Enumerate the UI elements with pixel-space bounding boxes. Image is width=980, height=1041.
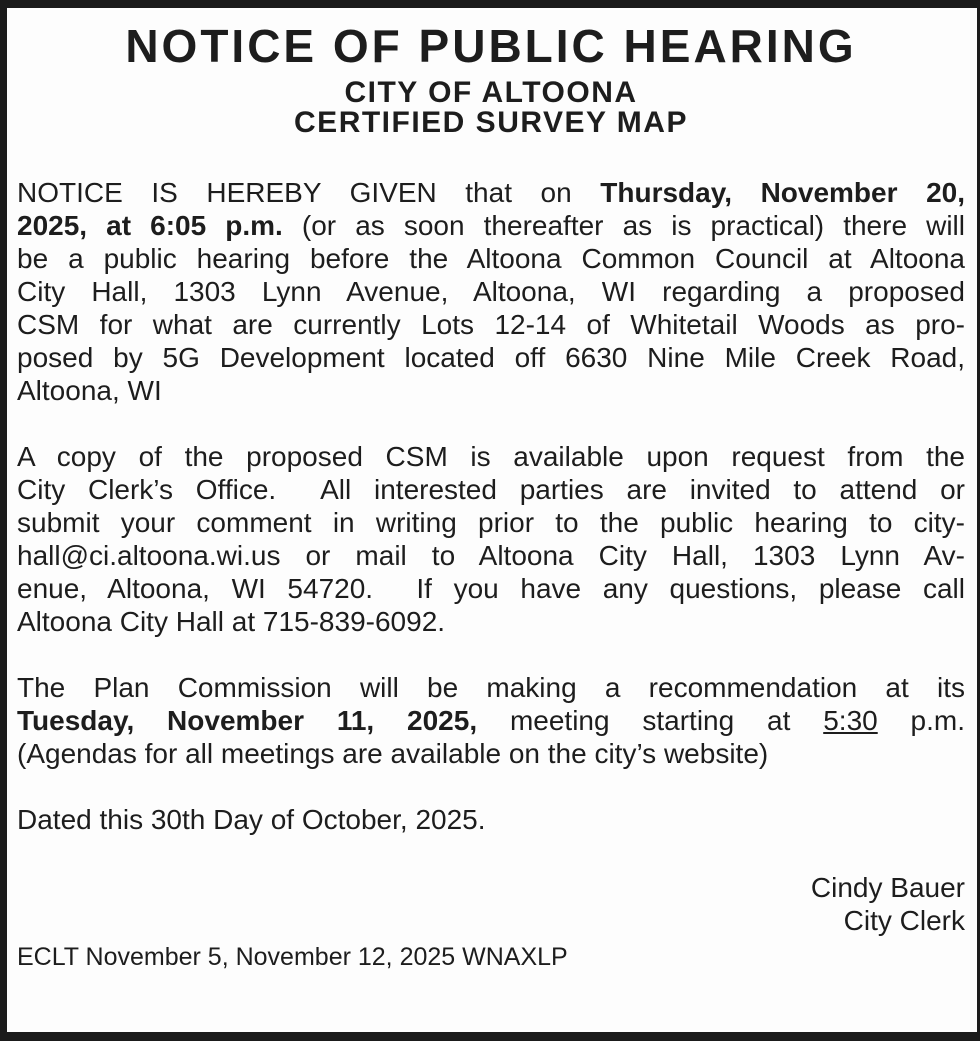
notice-line: submit your comment in writing prior to the public hearing to city-: [17, 507, 965, 538]
notice-line: A copy of the proposed CSM is available upon request from the: [17, 441, 965, 472]
notice-content: [7, 8, 977, 972]
notice-line: posed by 5G Development located off 6630 Nine Mile Creek Road,: [17, 342, 965, 373]
notice-line: [17, 209, 965, 242]
notice-text-segment: NOTICE IS HEREBY GIVEN that on: [17, 177, 601, 208]
notice-text-segment-bold: Tuesday, November 11, 2025,: [17, 705, 478, 736]
notice-line: [17, 176, 965, 209]
notice-text-segment-bold: Thursday, November 20,: [600, 177, 965, 208]
notice-text-segment: p.m.: [877, 705, 966, 736]
notice-text-segment-bold: 2025, at 6:05 p.m.: [17, 210, 283, 241]
notice-line: Altoona City Hall at 715-839-6092.: [17, 606, 446, 637]
notice-line: Altoona, WI: [17, 375, 162, 406]
signatory-title: City Clerk: [843, 905, 965, 936]
publication-line: ECLT November 5, November 12, 2025 WNAXLP: [17, 943, 568, 971]
paragraph-hearing-notice: [17, 176, 965, 407]
paragraph-plan-commission: [17, 671, 965, 770]
signatory-name: Cindy Bauer: [810, 872, 965, 903]
notice-subtitle-city: CITY OF ALTOONA: [344, 76, 638, 109]
notice-subtitle-survey-map: CERTIFIED SURVEY MAP: [294, 106, 688, 139]
notice-line: City Clerk’s Office. All interested parties are invited to attend or: [17, 474, 965, 505]
notice-line: [17, 704, 965, 737]
notice-line: (Agendas for all meetings are available on the city’s website): [17, 738, 769, 769]
paragraph-csm-availability: [17, 440, 965, 638]
notice-line: be a public hearing before the Altoona Common Council at Altoona: [17, 243, 965, 274]
paragraph-dated: [17, 803, 965, 836]
notice-title: NOTICE OF PUBLIC HEARING: [125, 20, 857, 72]
notice-line: City Hall, 1303 Lynn Avenue, Altoona, WI regarding a proposed: [17, 276, 965, 307]
notice-text-segment-underlined: 5:30: [823, 705, 878, 736]
notice-line: CSM for what are currently Lots 12-14 of Whitetail Woods as pro-: [17, 309, 965, 340]
notice-line: enue, Altoona, WI 54720. If you have any questions, please call: [17, 573, 965, 604]
notice-line: Dated this 30th Day of October, 2025.: [17, 804, 486, 835]
notice-text-segment: (or as soon thereafter as is practical) there will: [282, 210, 965, 241]
notice-text-segment: meeting starting at: [477, 705, 824, 736]
signature-block: [17, 871, 965, 937]
notice-line: hall@ci.altoona.wi.us or mail to Altoona City Hall, 1303 Lynn Av-: [17, 540, 965, 571]
notice-line: The Plan Commission will be making a recommendation at its: [17, 672, 965, 703]
